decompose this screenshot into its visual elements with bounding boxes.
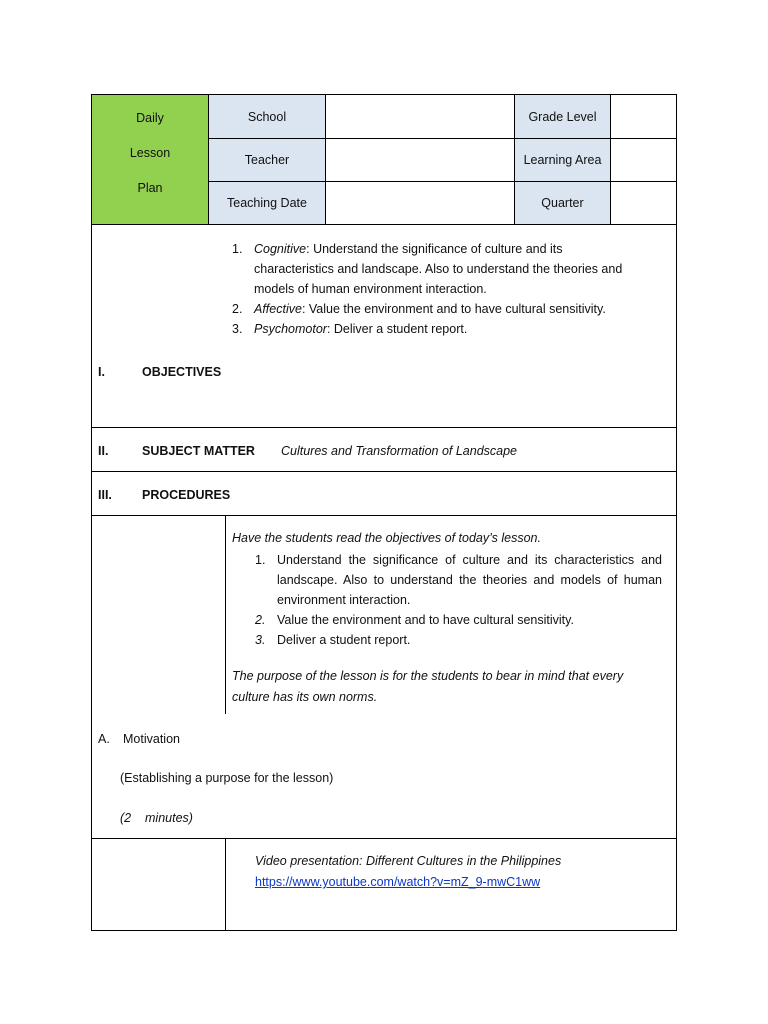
quarter-value[interactable] xyxy=(611,182,676,224)
procedures-purpose: The purpose of the lesson is for the students to bear in mind that every culture has its own norms. xyxy=(232,669,624,704)
video-link[interactable]: https://www.youtube.com/watch?v=mZ_9-mwC1ww xyxy=(255,875,541,889)
section-numeral: I. xyxy=(98,365,105,379)
header-table xyxy=(91,94,677,225)
grade-level-value[interactable] xyxy=(611,95,676,138)
divider xyxy=(610,95,611,224)
list-item xyxy=(255,610,662,630)
procedures-content xyxy=(91,516,677,714)
item-prefix: Cognitive xyxy=(254,242,307,256)
list-item xyxy=(232,239,640,299)
item-text: Value the environment and to have cultural sensitivity. xyxy=(277,613,574,627)
objectives-heading: OBJECTIVES xyxy=(142,365,222,379)
item-text: : Deliver a student report. xyxy=(326,322,468,336)
video-label: Video presentation: Different Cultures in the Philippines xyxy=(255,854,562,868)
teacher-value[interactable] xyxy=(326,139,514,181)
list-item xyxy=(232,319,640,339)
school-label: School xyxy=(209,95,325,138)
school-value[interactable] xyxy=(326,95,514,138)
motivation-section xyxy=(91,714,677,839)
item-prefix: Psychomotor xyxy=(254,322,327,336)
divider xyxy=(325,95,326,224)
daily-lesson-plan-cell xyxy=(92,95,209,224)
subject-matter-value: Cultures and Transformation of Landscape xyxy=(281,444,518,458)
teaching-date-label: Teaching Date xyxy=(209,182,325,224)
list-item xyxy=(232,299,640,319)
procedures-section xyxy=(91,472,677,516)
video-section xyxy=(91,839,677,931)
lesson-text: Lesson xyxy=(129,146,171,160)
learning-area-value[interactable] xyxy=(611,139,676,181)
item-prefix: Affective xyxy=(254,302,302,316)
teaching-date-value[interactable] xyxy=(326,182,514,224)
section-numeral: III. xyxy=(98,488,112,502)
item-number: 3. xyxy=(255,633,266,647)
item-text: : Value the environment and to have cultural sensitivity. xyxy=(301,302,606,316)
item-number: 1. xyxy=(255,553,266,567)
item-text: Deliver a student report. xyxy=(277,633,411,647)
motivation-letter: A. xyxy=(98,732,110,746)
list-item xyxy=(255,550,662,610)
subject-matter-section xyxy=(91,428,677,472)
motivation-duration: (2 minutes) xyxy=(120,811,193,825)
divider xyxy=(209,138,676,139)
item-number: 3. xyxy=(232,322,243,336)
divider xyxy=(209,181,676,182)
item-number: 2. xyxy=(255,613,266,627)
objectives-section xyxy=(91,225,677,428)
teacher-label: Teacher xyxy=(209,139,325,181)
quarter-label: Quarter xyxy=(515,182,610,224)
daily-text: Daily xyxy=(136,111,164,125)
grade-level-label: Grade Level xyxy=(515,95,610,138)
item-number: 1. xyxy=(232,242,243,256)
section-numeral: II. xyxy=(98,444,109,458)
motivation-heading: Motivation xyxy=(123,732,180,746)
divider xyxy=(225,516,226,714)
item-text: : Understand the significance of culture and its characteristics and landscape. Also to understand the theories and models of human environment interaction. xyxy=(254,242,623,296)
procedures-intro: Have the students read the objectives of today’s lesson. xyxy=(232,531,541,545)
procedures-heading: PROCEDURES xyxy=(142,488,231,502)
motivation-subtitle: (Establishing a purpose for the lesson) xyxy=(120,771,334,785)
divider xyxy=(514,95,515,224)
item-number: 2. xyxy=(232,302,243,316)
item-text: Understand the significance of culture and its characteristics and landscape. Also to understand the theories and models of human environment interaction. xyxy=(277,553,662,607)
plan-text: Plan xyxy=(137,181,163,195)
learning-area-label: Learning Area xyxy=(515,139,610,181)
divider xyxy=(225,839,226,930)
procedures-list xyxy=(255,550,662,650)
list-item xyxy=(255,630,662,650)
subject-matter-heading: SUBJECT MATTER xyxy=(142,444,255,458)
objectives-list xyxy=(232,239,640,339)
